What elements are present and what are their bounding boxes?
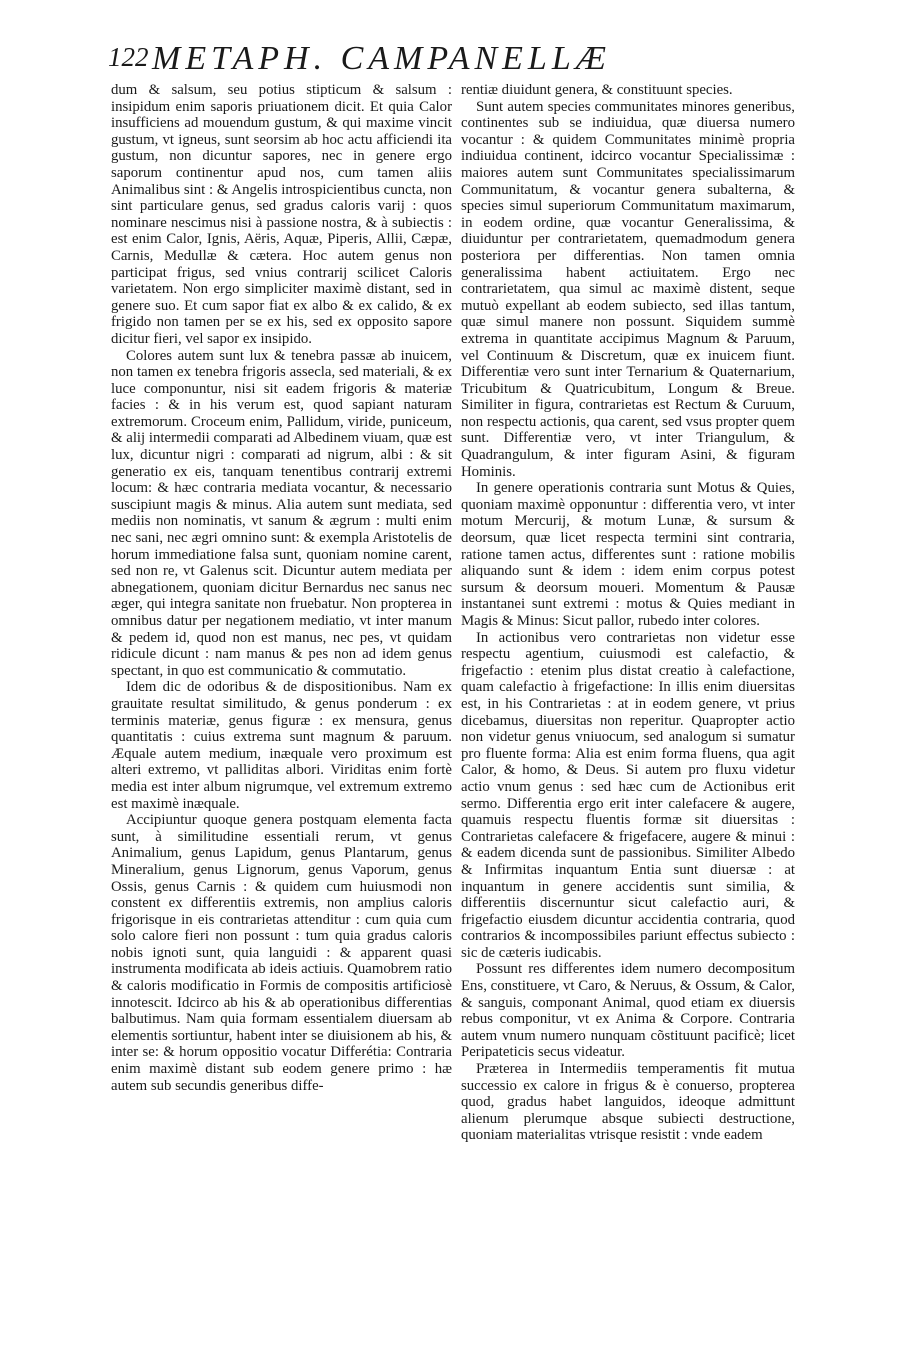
paragraph: Colores autem sunt lux & tenebra passæ ab inuicem, non tamen ex tenebra frigoris assecla, sed materiali, & ex luce componuntur, nisi sit eadem frigoris & materiæ facies : & in his verum est, quod sapiant naturam extremorum. Croceum enim, Pallidum, viride, puniceum, & alij intermedii comparati ad Albedinem viuam, quæ est lux, dicuntur nigri : comparati ad nigrum, albi : & sit generatio ex eis, tanquam tenentibus contrarij extremi locum: & hæc contraria mediata vocantur, & necessario suscipiunt magis & minus. Alia autem sunt mediata, sed mediis non nominatis, vt sanum & ægrum : multi enim nec sani, nec ægri omnino sunt: & exempla Aristotelis de horum immediatione falsa sunt, quoniam nomine carent, sed non re, vt Galenus scit. Dicuntur autem mediata per abnegationem, quoniam dicitur Bernardus nec sanus nec æger, qui integra sanitate non fruebatur. Non propterea in omnibus datur per negationem mediatio, vt inter manum & pedem id, quod non est manus, nec pes, vt quidam ridicule dicunt : nam manus & pes non ad idem genus spectant, in quo est communicatio & commutatio.	[111, 347, 452, 679]
paragraph: dum & salsum, seu potius stipticum & salsum : insipidum enim saporis priuationem dicit. Et quia Calor insufficiens ad mouendum gustum, & qui maxime vincit gustum, vt igneus, sunt seorsim ab hoc actu afficiendi ita gustum, non dicuntur sapores, nec in genere ergo saporum continentur apud nos, cum tamen aliis Animalibus sint : & Angelis introspicientibus cuncta, non sint particulare genus, sed gradus caloris varij : quos nominare nescimus nisi à passione nostra, & à subiectis : est enim Calor, Ignis, Aëris, Aquæ, Piperis, Allii, Cæpæ, Carnis, Medullæ & cætera. Hoc autem genus non participat frigus, sed vnius contrarij scilicet Caloris varietatem. Non ergo simpliciter maximè distant, sed in genere suo. Et cum sapor fiat ex albo & ex calido, & ex frigido non tamen per se ex his, sed ex opposito sapore dicitur fieri, vel sapor ex insipido.	[111, 82, 452, 347]
paragraph: In genere operationis contraria sunt Motus & Quies, quoniam maximè opponuntur : differentia vero, vt inter motum Mercurij, & motum Lunæ, & sursum & deorsum, quæ licet respecta termini sint contraria, ratione tamen actus, differentes sunt : ratione mobilis aliquando sunt & idem : idem enim corpus potest sursum & deorsum moueri. Momentum & Pausæ instantanei sunt extremi : motus & Quies mediant in Magis & Minus: Sicut pallor, rubedo inter colores.	[461, 480, 795, 629]
paragraph: In actionibus vero contrarietas non videtur esse respectu agentium, cuiusmodi est calefactio, & frigefactio : etenim plus distat creatio à calefactione, quam calefactio à frigefactione: In illis enim diuersitas est, in his Contrarietas : at in eodem genere, vt prius dicebamus, diuersitas non reperitur. Quapropter actio non videtur genus vniuocum, sed analogum si sumatur pro fluente forma: Alia est enim forma fluens, qua agit Calor, & homo, & Deus. Si autem pro fluxu videtur actio vnum genus : sed hæc cum de Actionibus erit sermo. Differentia ergo erit inter calefacere & augere, quamuis respectu fluentis formæ sit diuersitas : Contrarietas calefacere & frigefacere, augere & minui : & eadem dicenda sunt de passionibus. Similiter Albedo & Infirmitas inquantum Entia sunt diuersæ : at inquantum in genere accidentis sunt similia, & differentiis discernuntur sicut calefactio auri, & frigefactio eiusdem dicuntur accidentia contraria, quod contrarios & incompossibiles pariunt effectus subiecto : sic de cæteris iudicabis.	[461, 629, 795, 961]
right-column	[461, 82, 795, 1144]
paragraph: Sunt autem species communitates minores generibus, continentes sub se indiuidua, quæ diuersa numero vocantur : & quidem Communitates minimè propria indiuidua continent, idcirco vocantur Specialissimæ : maiores autem sunt Communitates specialissimarum Communitatum, & vocantur genera subalterna, & species simul superiorum Communitatum maximarum, in eodem ordine, quæ vocantur Generalissima, & diuiduntur per contrarietatem, quemadmodum genera posteriora per differentias. Non tamen omnia generalissima habent actiuitatem. Ergo nec contrarietatem, qua simul ac maximè distent, seque mutuò expellant ab eodem subiecto, sed illas tantum, quæ simul manere non possunt. Siquidem summè extrema in quantitate accipimus Magnum & Paruum, vel Continuum & Discretum, quæ ex inuicem fiunt. Differentiæ vero sunt inter Ternarium & Quaternarium, Tricubitum & Quatricubitum, Longum & Breue. Similiter in figura, contrarietas est Rectum & Curuum, non respectu actionis, qua carent, sed vsus propter quem sunt. Differentiæ vero, vt inter Triangulum, & Quadrangulum, & inter figuram Asini, & figuram Hominis.	[461, 98, 795, 480]
paragraph: rentiæ diuidunt genera, & constituunt species.	[461, 82, 733, 98]
page-number: 122	[108, 42, 149, 72]
page-header	[108, 40, 798, 80]
paragraph: Possunt res differentes idem numero decompositum Ens, constituere, vt Caro, & Neruus, & Ossum, & Calor, & sanguis, componant Animal, quod etiam ex diuersis rebus componitur, vt ex Anima & Corpore. Contraria autem vnum numero nunquam cõstituunt pacificè; licet Peripateticis secus videatur.	[461, 961, 795, 1061]
paragraph: Idem dic de odoribus & de dispositionibus. Nam ex grauitate resultat similitudo, & genus ponderum : ex terminis materiæ, genus figuræ : ex mensura, genus quantitatis : cuius extrema sunt magnum & paruum. Æquale autem medium, inæquale vero proximum est alteri extremo, vt palliditas albori. Viriditas enim fortè media est inter album nigrumque, vel extremum extremo est maximè inæquale.	[111, 679, 452, 812]
paragraph: Præterea in Intermediis temperamentis fit mutua successio ex calore in frigus & è conuerso, propterea quod, gradus habet languidos, ideoque admittunt alienum plerumque absque subiecti destructione, quoniam materialitas vtrisque resistit : vnde eadem	[461, 1061, 795, 1144]
running-head: METAPH. CAMPANELLÆ	[152, 40, 611, 77]
paragraph: Accipiuntur quoque genera postquam elementa facta sunt, à similitudine essentiali rerum, vt genus Animalium, genus Lapidum, genus Plantarum, genus Mineralium, genus Lignorum, genus Vaporum, genus Ossis, genus Carnis : & quidem cum huiusmodi non constent ex differentiis extremis, non amplius caloris frigorisque in eis contrarietas attenditur : cum quia cum solo calore fieri non possunt : tum quia gradus caloris nobis ignoti sunt, quia languidi : & apparent quasi instrumenta modificata ab ideis actiuis. Quamobrem ratio & caloris modificatio in Formis de compositis artificiosè innotescit. Idcirco ab his & ab operationibus differentias balbutimus. Nam quia formam essentialem diuersam ab elementis sortiuntur, habent inter se diuisionem ab his, & inter se: & horum oppositio vocatur Differétia: Contraria enim maximè distant sub eodem genere primo : hæ autem sub secundis generibus diffe-	[111, 812, 452, 1094]
left-column	[111, 82, 452, 1094]
